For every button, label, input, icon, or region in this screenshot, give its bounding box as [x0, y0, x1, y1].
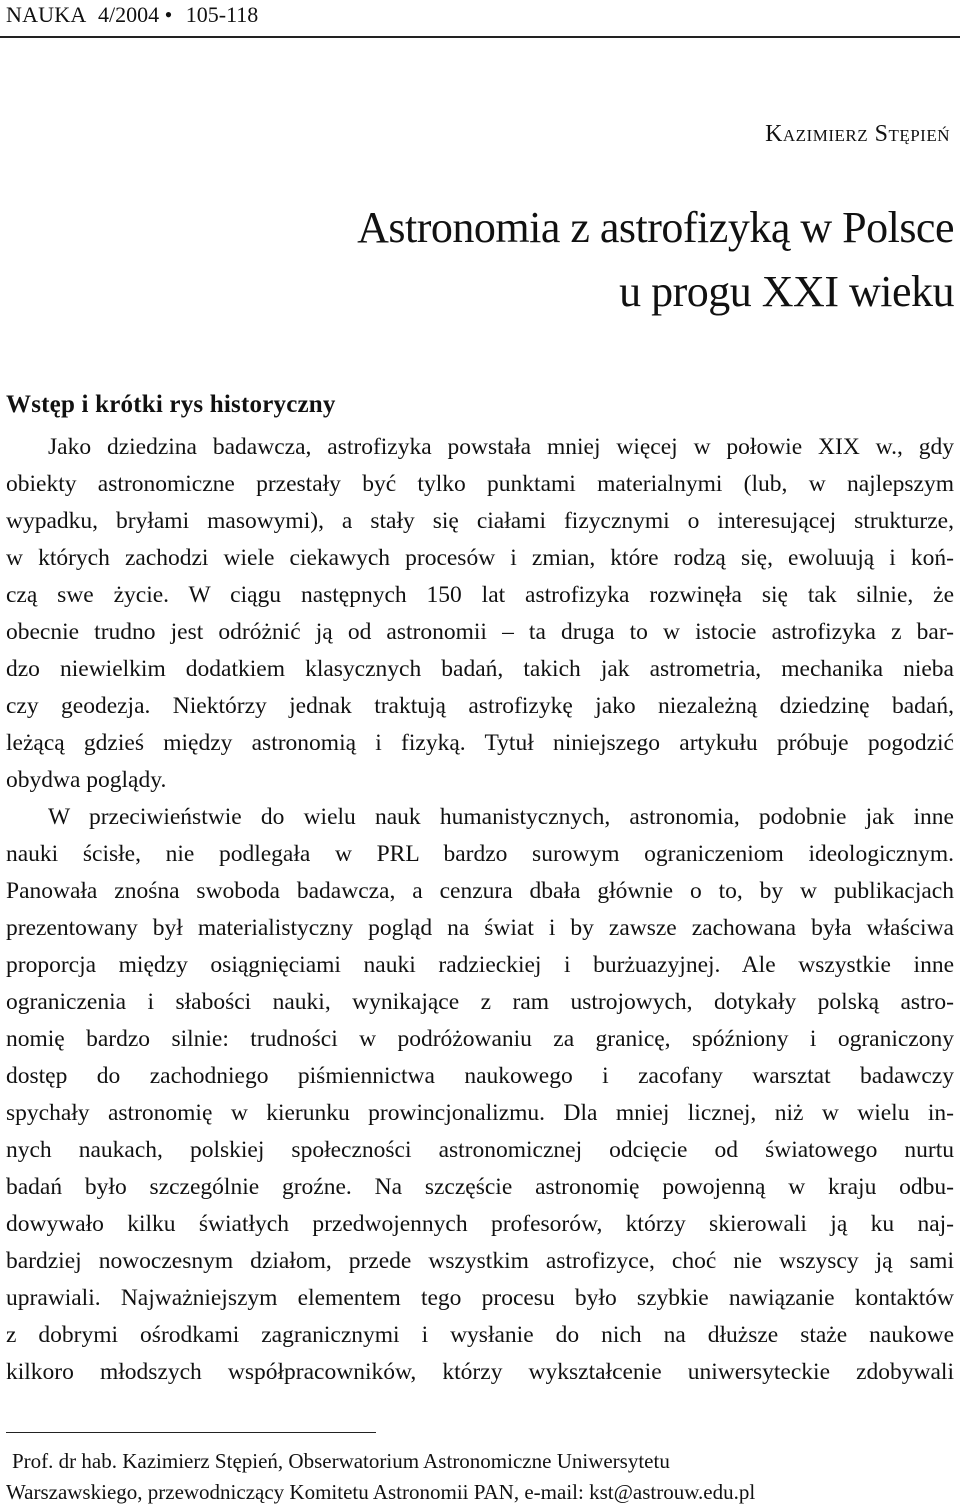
body-line: nych naukach, polskiej społeczności astronomicznej odcięcie od światowego nurtu — [6, 1137, 954, 1163]
body-line: czy geodezja. Niektórzy jednak traktują astrofizykę jako niezależną dziedzinę badań, — [6, 693, 954, 719]
body-line: proporcja między osiągnięciami nauki radzieckiej i burżuazyjnej. Ale wszystkie inne — [6, 952, 954, 978]
footnote-rule — [6, 1432, 376, 1433]
body-line: Jako dziedzina badawcza, astrofizyka powstała mniej więcej w połowie XIX w., gdy — [48, 434, 954, 460]
body-line: obydwa poglądy. — [6, 767, 167, 793]
title-line: Astronomia z astrofizyką w Polsce — [357, 203, 954, 252]
footnote-line: Prof. dr hab. Kazimierz Stępień, Obserwatorium Astronomiczne Uniwersytetu — [12, 1449, 670, 1473]
issue-number: 4/2004 — [97, 2, 160, 27]
body-line: Panowała znośna swoboda badawcza, a cenzura dbała głównie o to, by w publikacjach — [6, 878, 954, 904]
body-line: ograniczenia i słabości nauki, wynikające z ram ustrojowych, dotykały polską astro- — [6, 989, 954, 1015]
body-text — [6, 429, 954, 1391]
author-footnote — [6, 1446, 954, 1508]
body-line: nauki ścisłe, nie podlegała w PRL bardzo surowym ograniczeniom ideologicznym. — [6, 841, 954, 867]
body-line: dzo niewielkim dodatkiem klasycznych badań, takich jak astrometria, mechanika nieba — [6, 656, 954, 682]
body-line: obiekty astronomiczne przestały być tylko punktami materialnymi (lub, w najlepszym — [6, 471, 954, 497]
section-heading: Wstęp i krótki rys historyczny — [6, 391, 336, 418]
body-line: kilkoro młodszych współpracowników, którzy wykształcenie uniwersyteckie zdobywali — [6, 1359, 954, 1385]
body-line: obecnie trudno jest odróżnić ją od astronomii – ta druga to w istocie astrofizyka z bar- — [6, 619, 954, 645]
body-line: prezentowany był materialistyczny pogląd na świat i by zawsze zachowana była właściwa — [6, 915, 954, 941]
page-range: 105-118 — [185, 2, 259, 27]
body-line: czą swe życie. W ciągu następnych 150 lat astrofizyka rozwinęła się tak silnie, że — [6, 582, 954, 608]
body-line: spychały astronomię w kierunku prowincjonalizmu. Dla mniej licznej, niż w wielu in- — [6, 1100, 954, 1126]
body-line: w których zachodzi wiele ciekawych procesów i zmian, które rodzą się, ewoluują i koń- — [6, 545, 954, 571]
title-line: u progu XXI wieku — [619, 267, 954, 316]
body-line: dostęp do zachodniego piśmiennictwa naukowego i zacofany warsztat badawczy — [6, 1063, 954, 1089]
body-line: bardziej nowoczesnym działom, przede wszystkim astrofizyce, choć nie wszyscy ją sami — [6, 1248, 954, 1274]
body-line: W przeciwieństwie do wielu nauk humanistycznych, astronomia, podobnie jak inne — [48, 804, 954, 830]
journal-name: NAUKA — [6, 2, 87, 27]
body-line: leżącą gdzieś między astronomią i fizyką. Tytuł niniejszego artykułu próbuje pogodzić — [6, 730, 954, 756]
bullet-separator: • — [164, 2, 173, 27]
body-line: badań było szczególnie groźne. Na szczęście astronomię powojenną w kraju odbu- — [6, 1174, 954, 1200]
footnote-line: Warszawskiego, przewodniczący Komitetu Astronomii PAN, e-mail: kst@astrouw.edu.pl — [6, 1480, 756, 1504]
body-line: dowywało kilku światłych przedwojennych profesorów, którzy skierowali ją ku naj- — [6, 1211, 954, 1237]
author-name: Kazimierz Stępień — [765, 121, 950, 147]
running-head — [6, 3, 258, 27]
body-line: wypadku, bryłami masowymi), a stały się ciałami fizycznymi o interesującej strukturze, — [6, 508, 954, 534]
header-rule — [0, 36, 960, 38]
body-line: z dobrymi ośrodkami zagranicznymi i wysłanie do nich na dłuższe staże naukowe — [6, 1322, 954, 1348]
body-line: uprawiali. Najważniejszym elementem tego procesu było szybkie nawiązanie kontaktów — [6, 1285, 954, 1311]
article-title — [357, 196, 954, 324]
body-line: nomię bardzo silnie: trudności w podróżowaniu za granicę, spóźniony i ograniczony — [6, 1026, 954, 1052]
